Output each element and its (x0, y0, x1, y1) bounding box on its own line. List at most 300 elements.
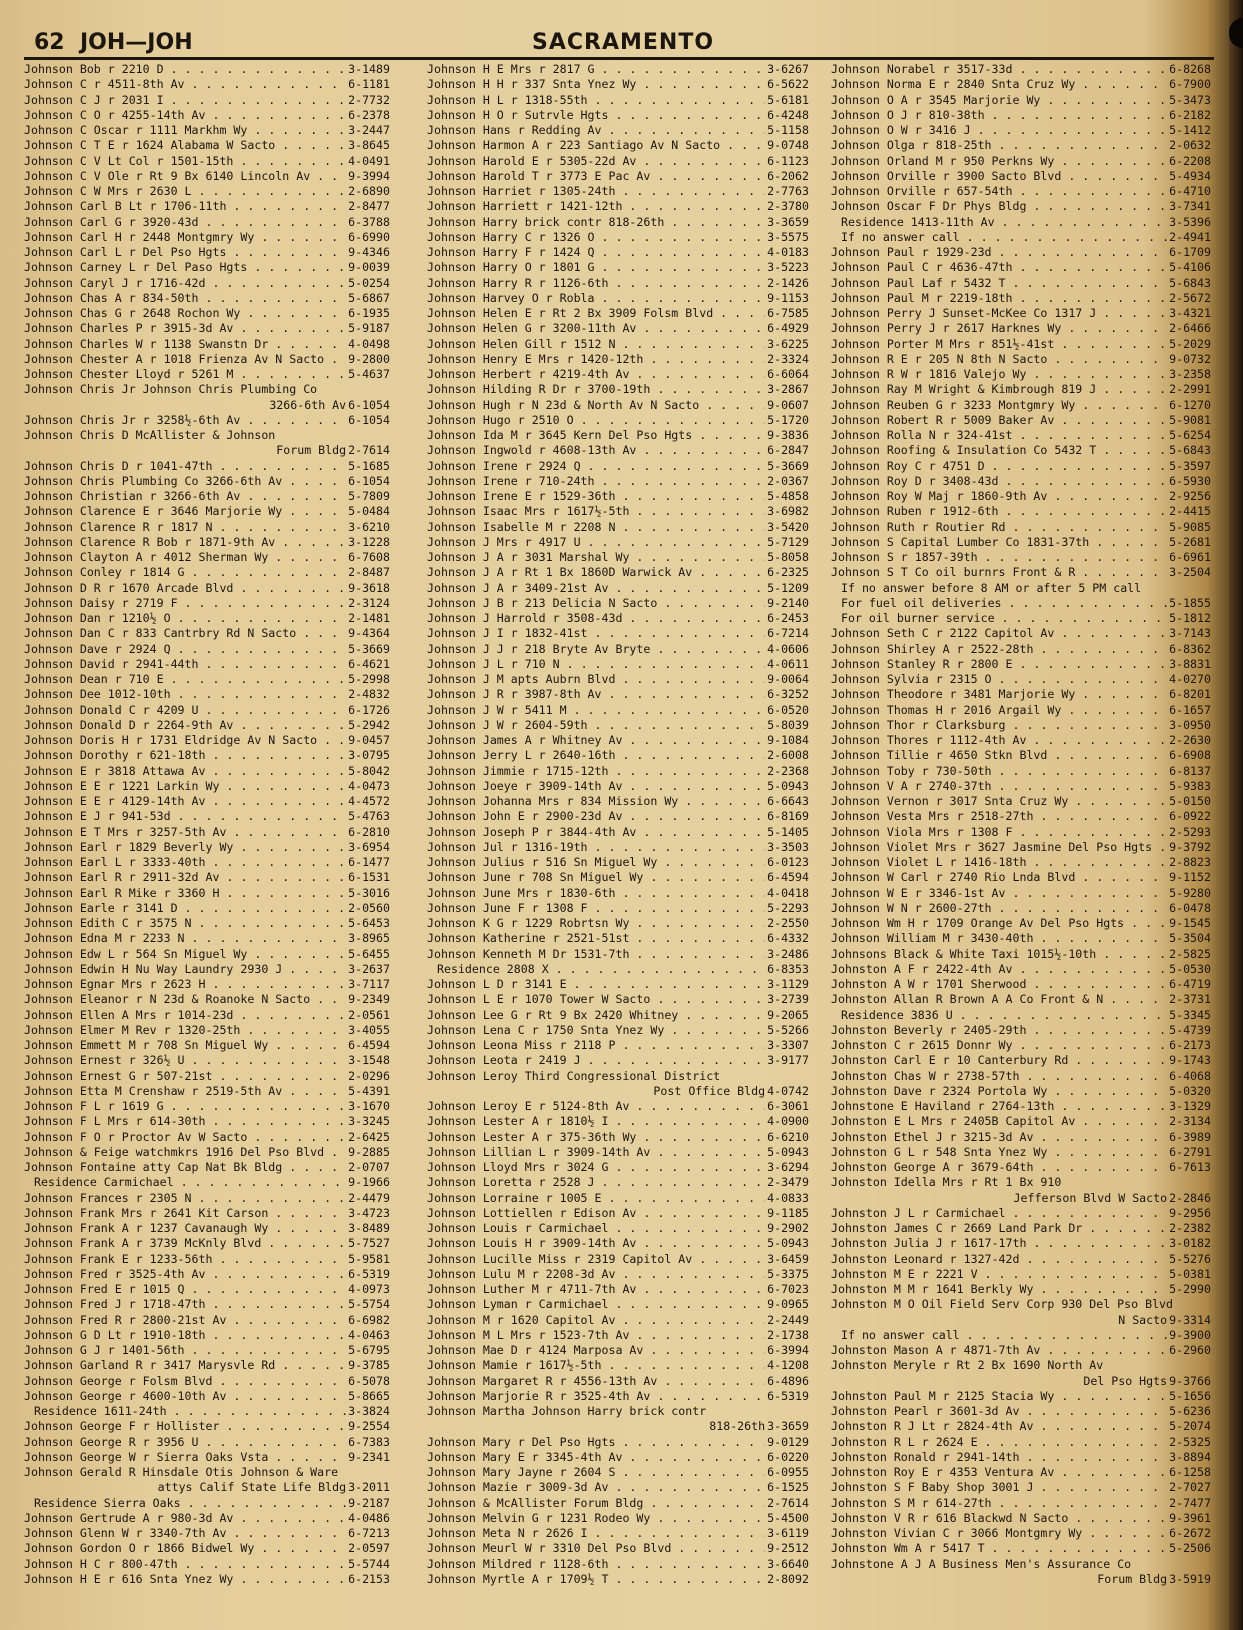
listing-name: Johnson J A r Rt 1 Bx 1860D Warwick Av . . . (427, 565, 765, 580)
listing-phone: 2-0560 (348, 900, 390, 915)
listing-phone: 4-0611 (767, 656, 809, 671)
listing-phone: 9-0748 (767, 138, 809, 153)
listing-name: Johnson Sylvia r 2315 O . . . (831, 672, 1167, 687)
listing-row (831, 382, 1211, 397)
listing-row (24, 443, 390, 458)
listing-phone (1209, 1297, 1211, 1312)
listing-phone (388, 1465, 390, 1480)
listing-phone: 5-0320 (1169, 1083, 1211, 1098)
listing-name: Johnson Earle r 3141 D . . . (24, 901, 346, 916)
listing-name: Johnson Isabelle M r 2208 N . . . (427, 520, 765, 535)
listing-name: Johnston V R r 616 Blackwd N Sacto . . . (831, 1511, 1167, 1526)
listing-row (831, 321, 1211, 336)
listing-name: Johnson Perry J Sunset-McKee Co 1317 J . . . (831, 306, 1167, 321)
listing-phone: 5-2998 (348, 672, 390, 686)
listing-name: Johnson Harriet r 1305-24th . . . (427, 184, 765, 199)
listing-name: Johnston C r 2615 Donnr Wy . . . (831, 1038, 1167, 1053)
listing-row (831, 306, 1211, 321)
listing-phone: 6-6064 (767, 367, 809, 381)
listing-name: Johnson Mary r Del Pso Hgts . . . (427, 1435, 765, 1450)
listing-phone: 3-5223 (767, 260, 809, 275)
listing-name: Johnson Dean r 710 E . . . (24, 672, 346, 687)
listing-row (24, 870, 390, 885)
listing-row (427, 382, 809, 397)
listing-row (831, 1419, 1211, 1434)
listing-row (831, 703, 1211, 718)
listing-row (427, 642, 809, 657)
listing-phone: 2-7763 (767, 184, 809, 198)
listing-row (24, 809, 390, 824)
listing-row (427, 1358, 809, 1373)
listing-phone: 6-4594 (348, 1038, 390, 1052)
listing-phone: 3-4723 (348, 1205, 390, 1220)
listing-name: Residence 1611-24th . . . (24, 1404, 346, 1419)
listing-name: Johnson Carl L r Del Pso Hgts . . . (24, 245, 346, 260)
listing-name: Johnson S Capital Lumber Co 1831-37th . . . (831, 535, 1167, 550)
listing-name: Johnson O A r 3545 Marjorie Wy . . . (831, 93, 1167, 108)
listing-row (427, 748, 809, 763)
listing-phone: 3-6119 (767, 1526, 809, 1540)
listing-row (427, 1313, 809, 1328)
listing-phone: 6-0123 (767, 855, 809, 869)
listing-row (831, 535, 1211, 550)
listing-phone: 2-2449 (767, 1312, 809, 1327)
listing-row (24, 779, 390, 794)
listing-name: Johnson Olga r 818-25th . . . (831, 138, 1167, 153)
listing-name: Johnson Fontaine atty Cap Nat Bk Bldg . . . (24, 1160, 346, 1175)
listing-name: Johnston S F Baby Shop 3001 J . . . (831, 1480, 1167, 1495)
listing-phone (1209, 1358, 1211, 1373)
listing-phone (807, 1069, 809, 1084)
listing-row (24, 611, 390, 626)
listing-name: Johnson Charles P r 3915-3d Av . . . (24, 321, 346, 336)
listing-row (427, 1328, 809, 1343)
listing-row (24, 947, 390, 962)
listing-phone: 3-2486 (767, 946, 809, 961)
listing-name: Johnson Clarence E r 3646 Marjorie Wy . . . (24, 504, 346, 519)
listing-name: Johnson G J r 1401-56th . . . (24, 1343, 346, 1358)
listing-name: Johnston Julia J r 1617-17th . . . (831, 1236, 1167, 1251)
listing-name: Johnson J L r 710 N . . . (427, 657, 765, 672)
listing-name: Johnson Leroy Third Congressional District (427, 1068, 721, 1083)
listing-name: Del Pso Hgts (1083, 1373, 1168, 1388)
listing-name: Johnson June F r 1308 F . . . (427, 901, 765, 916)
listing-phone: 2-1481 (348, 611, 390, 625)
listing-row (427, 809, 809, 824)
listing-name: N Sacto (1118, 1312, 1168, 1327)
listing-phone: 5-4106 (1169, 260, 1211, 275)
listing-phone: 5-6254 (1169, 428, 1211, 442)
listing-name: Johnson Christian r 3266-6th Av . . . (24, 489, 346, 504)
listing-row (24, 672, 390, 687)
listing-phone: 2-3731 (1169, 992, 1211, 1007)
listing-name: Johnson Orland M r 950 Perkns Wy . . . (831, 154, 1167, 169)
listing-phone: 5-2293 (767, 900, 809, 915)
listing-row (24, 687, 390, 702)
listing-phone: 2-7614 (767, 1495, 809, 1510)
listing-phone: 6-1726 (348, 702, 390, 717)
listing-phone: 5-6453 (348, 916, 390, 930)
listing-name: Johnson Etta M Crenshaw r 2519-5th Av . . . (24, 1084, 346, 1099)
listing-row (831, 1145, 1211, 1160)
listing-name: Johnson Clarence R r 1817 N . . . (24, 520, 346, 535)
listing-row (427, 184, 809, 199)
listing-name: Johnson Carney L r Del Paso Hgts . . . (24, 260, 346, 275)
listing-name: Johnson Jimmie r 1715-12th . . . (427, 764, 765, 779)
listing-phone: 9-3961 (1169, 1510, 1211, 1525)
listing-name: Johnson Harvey O r Robla . . . (427, 291, 765, 306)
listing-phone: 6-2672 (1169, 1526, 1211, 1540)
listing-phone: 6-7213 (348, 1526, 390, 1540)
listing-row (831, 230, 1211, 245)
listing-name: Johnson George F r Hollister . . . (24, 1419, 346, 1434)
listing-row (24, 1557, 390, 1572)
listing-row (24, 1511, 390, 1526)
listing-row (831, 1450, 1211, 1465)
listing-row (831, 260, 1211, 275)
listing-phone: 4-0833 (767, 1190, 809, 1205)
listing-row (427, 1572, 809, 1587)
listing-name: Johnson Lee G r Rt 9 Bx 2420 Whitney . . . (427, 1008, 765, 1023)
listing-name: Johnston Allan R Brown A A Co Front & N . . . (831, 992, 1167, 1007)
listing-name: Johnson Ellen A Mrs r 1014-23d . . . (24, 1008, 346, 1023)
listing-name: Johnson J R r 3987-8th Av . . . (427, 687, 765, 702)
listing-row (427, 123, 809, 138)
listing-row (24, 215, 390, 230)
listing-name: 3266-6th Av (269, 397, 347, 412)
listing-phone: 3-1329 (1169, 1099, 1211, 1113)
listing-row (24, 1069, 390, 1084)
listing-name: Johnson Harry brick contr 818-26th . . . (427, 215, 765, 230)
listing-row (831, 1130, 1211, 1145)
listing-phone: 4-1208 (767, 1358, 809, 1373)
listing-phone: 5-4763 (348, 809, 390, 824)
listing-row (24, 581, 390, 596)
listing-phone: 9-0732 (1169, 351, 1211, 366)
listing-row (831, 1175, 1211, 1190)
listing-phone: 4-0973 (348, 1282, 390, 1296)
listing-name: Johnson Mary E r 3345-4th Av . . . (427, 1450, 765, 1465)
listing-phone: 3-2504 (1169, 565, 1211, 580)
listing-phone: 6-0520 (767, 702, 809, 717)
listing-name: Johnson Elmer M Rev r 1320-25th . . . (24, 1023, 346, 1038)
listing-row (831, 733, 1211, 748)
listing-name: Johnson Luther M r 4711-7th Av . . . (427, 1282, 765, 1297)
listing-row (831, 901, 1211, 916)
listing-row (427, 260, 809, 275)
listing-row (24, 321, 390, 336)
listing-name: Johnson Edna M r 2233 N . . . (24, 931, 346, 946)
listing-row (427, 443, 809, 458)
listing-row (24, 794, 390, 809)
listing-phone: 5-0381 (1169, 1266, 1211, 1281)
listing-phone: 5-9280 (1169, 885, 1211, 900)
listing-row (427, 321, 809, 336)
listing-name: Johnson George r 4600-10th Av . . . (24, 1389, 346, 1404)
listing-name: Johnson Hilding R Dr r 3700-19th . . . (427, 382, 765, 397)
listing-phone: 5-0943 (767, 778, 809, 793)
listing-name: Johnson Frank Mrs r 2641 Kit Carson . . . (24, 1206, 346, 1221)
listing-row (831, 1374, 1211, 1389)
listing-row (427, 1252, 809, 1267)
listing-name: Johnson Conley r 1814 G . . . (24, 565, 346, 580)
listing-phone: 2-0367 (767, 473, 809, 488)
listing-phone: 9-1545 (1169, 916, 1211, 930)
listing-row (427, 535, 809, 550)
listing-name: Johnson Lorraine r 1005 E . . . (427, 1191, 765, 1206)
listing-row (24, 1114, 390, 1129)
listing-name: Johnson Fred R r 2800-21st Av . . . (24, 1313, 346, 1328)
listing-name: Johnson Fred E r 1015 Q . . . (24, 1282, 346, 1297)
listing-row (427, 1114, 809, 1129)
listing-row (24, 642, 390, 657)
listing-row (831, 596, 1211, 611)
listing-row (24, 1541, 390, 1556)
listing-phone: 9-2956 (1169, 1205, 1211, 1220)
listing-phone: 9-3785 (348, 1358, 390, 1373)
listing-name: Johnson Garland R r 3417 Marysvle Rd . . . (24, 1358, 346, 1373)
listing-row (831, 1191, 1211, 1206)
listing-name: Johnson Bob r 2210 D . . . (24, 62, 346, 77)
listing-row (24, 1419, 390, 1434)
listing-name: Residence 3836 U . . . (831, 1008, 1167, 1023)
listing-phone: 9-2065 (767, 1007, 809, 1022)
listing-name: Johnson Henry E Mrs r 1420-12th . . . (427, 352, 765, 367)
listing-name: Johnston James C r 2669 Land Park Dr . . . (831, 1221, 1167, 1236)
listing-row (831, 916, 1211, 931)
listing-phone: 2-3134 (1169, 1114, 1211, 1129)
listing-name: Johnsons Black & White Taxi 1015½-10th . . . (831, 947, 1167, 962)
listing-row (24, 1267, 390, 1282)
listing-phone: 6-2182 (1169, 107, 1211, 122)
listing-name: Johnson Dave r 2924 Q . . . (24, 642, 346, 657)
listing-phone: 6-5078 (348, 1373, 390, 1388)
listing-row (24, 1053, 390, 1068)
listing-name: Johnson George W r Sierra Oaks Vsta . . . (24, 1450, 346, 1465)
listing-phone: 9-0064 (767, 672, 809, 686)
listing-phone: 6-1054 (348, 412, 390, 427)
listing-phone: 2-0597 (348, 1541, 390, 1556)
listing-name: Johnson J M apts Aubrn Blvd . . . (427, 672, 765, 687)
listing-row (831, 1282, 1211, 1297)
listing-name: Johnson Wm H r 1709 Orange Av Del Pso Hgts . . . (831, 916, 1167, 931)
listing-phone: 3-7341 (1169, 199, 1211, 214)
listing-phone: 2-8487 (348, 565, 390, 580)
listing-row (24, 245, 390, 260)
listing-name: Johnson S r 1857-39th . . . (831, 550, 1167, 565)
listing-row (24, 108, 390, 123)
listing-row (24, 1084, 390, 1099)
listing-phone: 6-3061 (767, 1099, 809, 1113)
listing-name: Johnson Norma E r 2840 Snta Cruz Wy . . . (831, 77, 1167, 92)
listing-name: Johnson Orville r 657-54th . . . (831, 184, 1167, 199)
listing-row (427, 992, 809, 1007)
listing-name: Johnson Thomas H r 2016 Argail Wy . . . (831, 703, 1167, 718)
listing-row (24, 1496, 390, 1511)
listing-phone: 5-0150 (1169, 794, 1211, 808)
listing-name: Forum Bldg (276, 443, 347, 458)
listing-row (427, 1069, 809, 1084)
listing-row (427, 1282, 809, 1297)
listing-phone: 9-3618 (348, 580, 390, 595)
listing-name: Johnson Melvin G r 1231 Rodeo Wy . . . (427, 1511, 765, 1526)
listing-row (24, 398, 390, 413)
listing-name: Johnson Harold T r 3773 E Pac Av . . . (427, 169, 765, 184)
listing-name: Johnson Louis r Carmichael . . . (427, 1221, 765, 1236)
listing-phone: 9-2512 (767, 1541, 809, 1556)
listing-phone: 5-0943 (767, 1236, 809, 1251)
listing-name: Johnson Mildred r 1128-6th . . . (427, 1557, 765, 1572)
listing-row (831, 855, 1211, 870)
listing-phone: 5-0484 (348, 504, 390, 519)
listing-name: Johnson Carl B Lt r 1706-11th . . . (24, 199, 346, 214)
listing-row (831, 1084, 1211, 1099)
listing-phone: 6-0220 (767, 1449, 809, 1464)
listing-row (831, 1389, 1211, 1404)
listing-name: For oil burner service . . . (831, 611, 1167, 626)
page-number: 62 (34, 30, 65, 55)
listing-phone: 3-0795 (348, 748, 390, 763)
listing-name: Johnson H E Mrs r 2817 G . . . (427, 62, 765, 77)
listing-phone: 6-5622 (767, 77, 809, 92)
listing-row (427, 611, 809, 626)
listing-phone: 2-0296 (348, 1068, 390, 1083)
header-rule (24, 57, 1214, 60)
listing-name: Johnson Gertrude A r 980-3d Av . . . (24, 1511, 346, 1526)
listing-name: Johnson William M r 3430-40th . . . (831, 931, 1167, 946)
listing-phone: 6-1258 (1169, 1465, 1211, 1479)
listing-name: Johnson Mae D r 4124 Marposa Av . . . (427, 1343, 765, 1358)
listing-phone: 6-4896 (767, 1373, 809, 1388)
listing-name: Johnson Meta N r 2626 I . . . (427, 1526, 765, 1541)
listing-row (427, 1023, 809, 1038)
listing-row (427, 1389, 809, 1404)
listing-phone: 6-6961 (1169, 550, 1211, 564)
listing-row (831, 1358, 1211, 1373)
listing-phone: 2-5293 (1169, 824, 1211, 839)
listing-phone: 9-1966 (348, 1175, 390, 1190)
listing-row (427, 703, 809, 718)
listing-name: Johnson June Mrs r 1830-6th . . . (427, 886, 765, 901)
listing-phone: 5-3375 (767, 1266, 809, 1281)
listing-phone: 9-2902 (767, 1221, 809, 1235)
listing-phone: 3-6294 (767, 1160, 809, 1174)
listing-phone: 5-6795 (348, 1343, 390, 1357)
listing-row (24, 1358, 390, 1373)
listing-row (427, 1496, 809, 1511)
listing-phone: 3-6210 (348, 519, 390, 534)
listing-row (24, 138, 390, 153)
listing-row (831, 413, 1211, 428)
listing-row (24, 901, 390, 916)
listing-row (427, 1435, 809, 1450)
listing-row (427, 154, 809, 169)
listing-phone: 6-7608 (348, 550, 390, 564)
listing-phone: 4-0491 (348, 153, 390, 168)
listing-row (831, 931, 1211, 946)
listing-name: Johnson F L r 1619 G . . . (24, 1099, 346, 1114)
page-header (24, 30, 1214, 56)
listing-phone: 9-3314 (1169, 1312, 1211, 1327)
listing-name: Johnson James A r Whitney Av . . . (427, 733, 765, 748)
listing-name: Johnson F O r Proctor Av W Sacto . . . (24, 1130, 346, 1145)
listing-name: 818-26th (709, 1419, 766, 1434)
listing-phone: 5-8039 (767, 717, 809, 732)
listing-phone: 2-1738 (767, 1327, 809, 1342)
listing-row (831, 1313, 1211, 1328)
listing-row (831, 1435, 1211, 1450)
listing-phone: 3-3245 (348, 1114, 390, 1129)
listing-row (427, 779, 809, 794)
listing-row (427, 276, 809, 291)
listing-name: Johnson Egnar Mrs r 2623 H . . . (24, 977, 346, 992)
listing-phone: 2-3479 (767, 1175, 809, 1190)
listing-name: Johnson Hugh r N 23d & North Av N Sacto . . . (427, 398, 765, 413)
listing-row (831, 886, 1211, 901)
listing-row (24, 260, 390, 275)
listing-name: Johnson Thor r Clarksburg . . . (831, 718, 1167, 733)
listing-phone: 9-2187 (348, 1495, 390, 1510)
listing-name: Johnson Ray M Wright & Kimbrough 819 J . . . (831, 382, 1167, 397)
listing-phone: 6-0922 (1169, 809, 1211, 824)
listing-phone: 9-0039 (348, 260, 390, 275)
listing-row (831, 474, 1211, 489)
listing-row (24, 550, 390, 565)
listing-row (427, 62, 809, 77)
listing-row (427, 230, 809, 245)
listing-name: Johnson Lester A r 1810½ I . . . (427, 1114, 765, 1129)
listing-phone: 5-7129 (767, 534, 809, 549)
listing-phone: 3-1670 (348, 1099, 390, 1113)
listing-name: Johnson Clarence R Bob r 1871-9th Av . . . (24, 535, 346, 550)
listing-name: Johnson Frank A r 3739 McKnly Blvd . . . (24, 1236, 346, 1251)
listing-row (427, 459, 809, 474)
listing-row (24, 657, 390, 672)
listing-row (24, 1008, 390, 1023)
listing-name: Johnson & Feige watchmkrs 1916 Del Pso Blvd . . . (24, 1145, 346, 1160)
listing-phone: 3-8965 (348, 931, 390, 946)
listing-phone: 5-1158 (767, 123, 809, 137)
listing-row (831, 718, 1211, 733)
listing-name: Johnson Hans r Redding Av . . . (427, 123, 765, 138)
listing-row (24, 748, 390, 763)
listing-name: Johnson Vernon r 3017 Snta Cruz Wy . . . (831, 794, 1167, 809)
listing-row (427, 870, 809, 885)
listing-phone: 4-0606 (767, 641, 809, 656)
listing-row (24, 886, 390, 901)
listing-name: Johnson Edith C r 3575 N . . . (24, 916, 346, 931)
listing-name: Johnson J A r 3031 Marshal Wy . . . (427, 550, 765, 565)
listing-phone: 9-4346 (348, 245, 390, 259)
listing-name: Forum Bldg (1097, 1571, 1168, 1586)
listing-name: Johnson Dorothy r 621-18th . . . (24, 748, 346, 763)
listing-row (831, 565, 1211, 580)
listing-phone: 2-5825 (1169, 946, 1211, 961)
listing-phone: 6-0955 (767, 1465, 809, 1479)
listing-name: Johnson C W Mrs r 2630 L . . . (24, 184, 346, 199)
listing-row (24, 733, 390, 748)
listing-phone: 5-9081 (1169, 412, 1211, 427)
listing-phone: 2-5672 (1169, 290, 1211, 305)
listing-row (427, 626, 809, 641)
listing-name: Johnson Gerald R Hinsdale Otis Johnson & Ware (24, 1465, 339, 1479)
listing-phone: 9-3900 (1169, 1327, 1211, 1342)
listing-row (831, 550, 1211, 565)
listing-row (427, 413, 809, 428)
listing-phone: 4-0473 (348, 778, 390, 793)
listing-name: Johnson Violet Mrs r 3627 Jasmine Del Pso Hgts . . . (831, 840, 1167, 855)
listing-phone: 5-3016 (348, 885, 390, 900)
